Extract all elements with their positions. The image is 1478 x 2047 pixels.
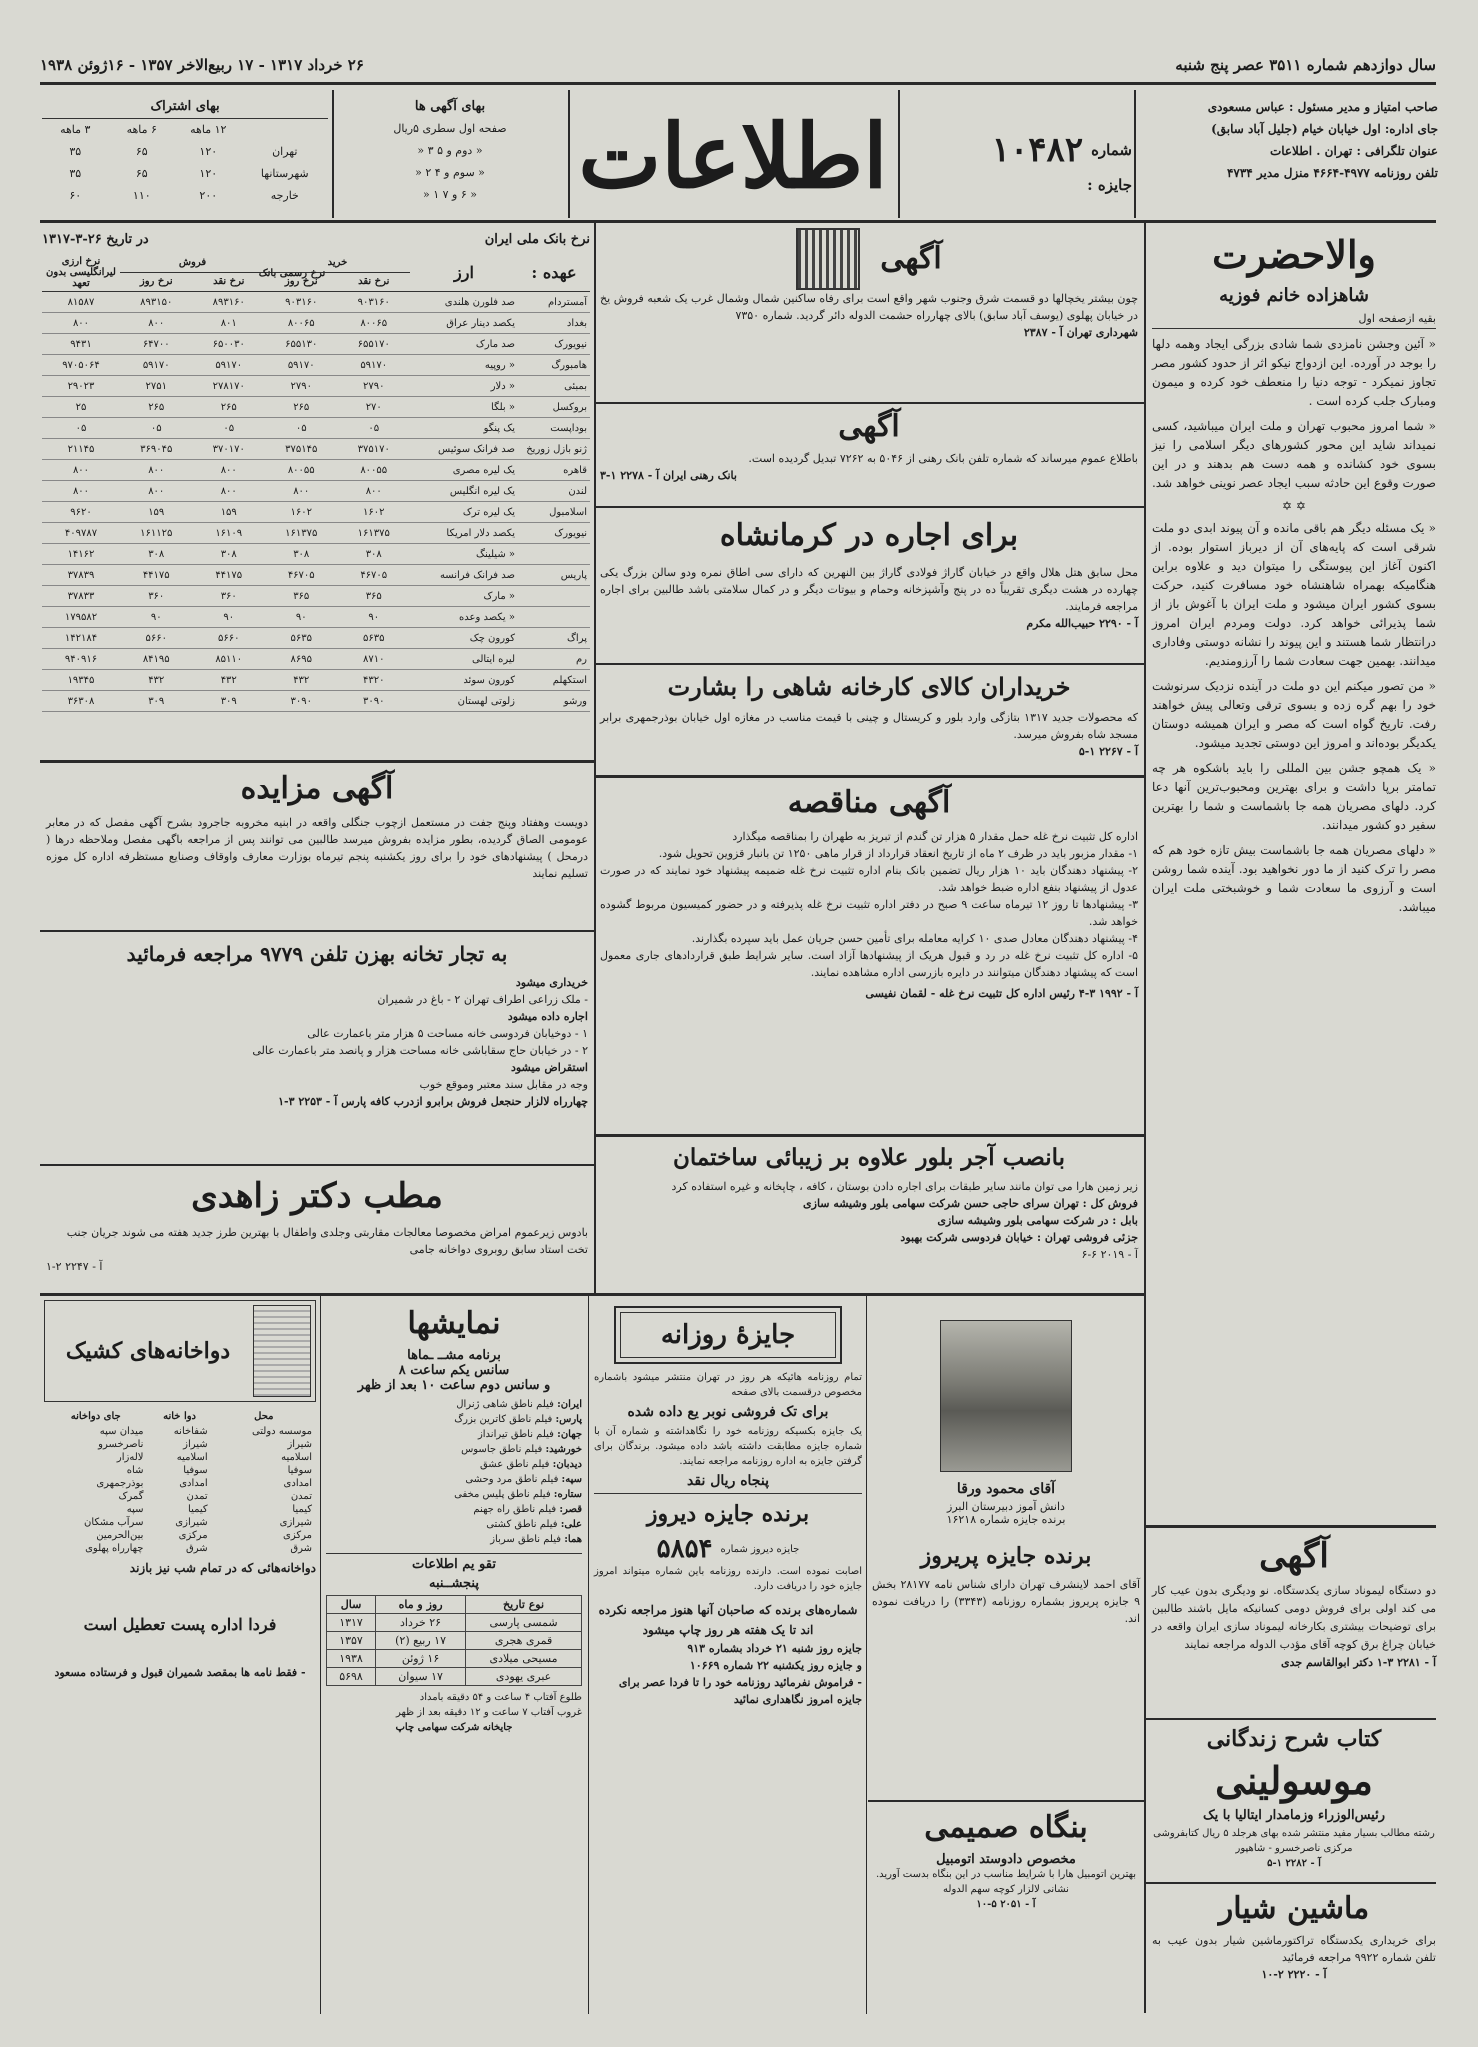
fx-cell: ۵۹۱۷۰: [265, 355, 338, 376]
tender-notice: آگهی مناقصه اداره کل تثبیت نرخ غله حمل مقدار ۵ هزار تن گندم از تبریز به طهران را بمناقصه میگذارد ۱- مقدار مزبور باید در ظرف ۲ ماه از تاریخ انعقاد قرارداد از قرار ماهی ۱۲۵۰ تن بانبار قزوین تحویل شود. ۲- پیشنهاد دهندگان باید ۱۰ هزار ریال تضمین بانک بنام اداره تثبیت نرخ غله ضمیمه پیشنهاد خود نمایند که در صورت عدول از پیشنهاد بنفع اداره ضبط خواهد شد. ۳- پیشنهادها تا روز ۱۲ تیرماه ساعت ۹ صبح در دفتر اداره تثبیت نرخ غله پذیرفته و در حضور کمیسیون مربوط گشوده خواهد شد. ۴- پیشنهاد دهندگان معادل صدی ۱۰ کرایه معامله برای تأمین حسن جریان عمل باید سپرده بگذارند. ۵- اداره کل تثبیت نرخ غله در رد و قبول هریک از پیشنهادها آزاد است. سایر شرایط طبق قراردادهای جاری معمول است که پیشنهاد دهندگان میتوانند در دایره بازرسی اداره مشاهده نمایند. آ - ۱۹۹۲ ۳-۴ رئیس اداره کل تثبیت نرخ غله - لقمان نفیسی: [600, 785, 1138, 1000]
pharmacy-row: تمدن تمدن گمرک: [118, 1491, 312, 1502]
fx-cell: ۴۳۲: [120, 670, 193, 691]
auction-ad: آگهی مزایده دویست وهفتاد وپنج جفت در مستعمل ازچوب جنگلی واقعه در ابنیه مخروبه جاجرود بشرح آگهی مفصل که در معابر عومومی الصاق گردیده، بطور مزایده بفروش میرسد طالبین می توانند پس از مراجعه باگهی مفصل وملاحظه درها ( درمحل ) پیشنهادهای خود را برای روز یکشنبه پنجم تیرماه بوزارت معارف واوقاف وصنایع مستظرفه اداره کل موزه تسلیم نمایند: [46, 771, 588, 880]
pharmacy-row: شرق شرق چهارراه پهلوی: [85, 1543, 312, 1554]
fx-cell: ۹۰۳۱۶۰: [338, 292, 411, 313]
fx-cell: ۸۹۳۱۵۰: [120, 292, 193, 313]
fx-cell: لندن: [518, 481, 590, 502]
fx-row: [42, 544, 590, 565]
fx-cell: ۳۰۸: [338, 544, 411, 565]
lemonade-ad: آگهی دو دستگاه لیموناد سازی یکدستگاه. نو ودیگری بدون عیب کار می کند اولی برای فروش دومی کسانیکه مایل باشند طالبین برای توضیحات بیشتری بکارخانه لیموناد سازی ایران واقعه در خیابان چراغ برق کوچه آقای مؤدب الدوله مراجعه نمایند آ - ۲۲۸۱ ۳-۱ دکتر ابوالقاسم جدی: [1152, 1536, 1436, 1669]
fx-cell: ۹۰۳۱۶۰: [265, 292, 338, 313]
fx-cell: ۸۰۰: [120, 313, 193, 334]
issue-number-block: شماره ۱۰۴۸۲ جایزه :: [991, 130, 1132, 194]
fx-cell: بغداد: [518, 313, 590, 334]
fx-cell: ۲۶۵: [265, 397, 338, 418]
fx-cell: ۳۰۸: [120, 544, 193, 565]
fx-cell: بمبئی: [518, 376, 590, 397]
fx-cell: ۰۵: [42, 418, 120, 439]
pharmacy-section: دواخانه‌های کشیک محل دوا خانه جای دواخانه موسسه دولتی شفاخانه میدان سپه شیراز شیراز ناصرخسرو اسلامیه اسلامیه لاله‌زار سوفیا سوفیا شاه امدادی امدادی بوذرجمهری تمدن تمدن گمرک کیمیا کیمیا سپه شیرازی شیرازی سرآب مشکان مرکزی مرکزی بین‌الحرمین شرق شرق چهارراه پهلوی دواخانه‌هائی که در تمام شب نیز بازند فردا اداره پست تعطیل است - فقط نامه ها بمقصد شمیران قبول و فرستاده مسعود: [44, 1300, 316, 1681]
fx-cell: ۸۰۰۵۵: [265, 460, 338, 481]
fx-cell: ۴۴۱۷۵: [120, 565, 193, 586]
fx-cell: ۳۶۳۰۸: [42, 691, 120, 712]
fx-cell: ۴۰۹۷۸۷: [42, 523, 120, 544]
fx-cell: ۸۷۱۰: [338, 649, 411, 670]
fx-cell: ۲۱۱۴۵: [42, 439, 120, 460]
fx-row: [42, 586, 590, 607]
fx-cell: ۸۰۰: [42, 481, 120, 502]
fx-cell: صد فرانک فرانسه: [410, 565, 518, 586]
show-item: سپه: فیلم ناطق مرد وحشی: [465, 1474, 582, 1485]
fx-cell: ۱۴۱۶۲: [42, 544, 120, 565]
fx-cell: ۳۰۹۰: [265, 691, 338, 712]
fx-cell: ۸۴۱۹۵: [120, 649, 193, 670]
fx-cell: « مارک: [410, 586, 518, 607]
brick-ad: بانصب آجر بلور علاوه بر زیبائی ساختمان زیر زمین هارا می توان مانند سایر طبقات برای اجاره دادن بوستان ، کافه ، چاپخانه و غیره استفاده کرد فروش کل : تهران سرای حاجی حسن شرکت سهامی بلور وشیشه سازی بابل : در شرکت سهامی بلور وشیشه سازی جزئی فروشی تهران : خیابان فردوسی شرکت بهبود آ - ۲۰۱۹ ۶-۶: [671, 1144, 1138, 1261]
winner-photo: [940, 1320, 1072, 1472]
fx-cell: کورون چک: [410, 628, 518, 649]
car-dealer-ad: بنگاه صمیمی مخصوص دادوستد اتومبیل بهترین اتومبیل هارا با شرایط مناسب در این بنگاه بدست آورید. نشانی لالزار کوچه سهم الدوله آ - ۲۰۵۱ ۵-۱۰: [875, 1810, 1137, 1910]
ice-notice: آگهی چون بیشتر یخچالها دو قسمت شرق وجنوب شهر واقع است برای رفاه ساکنین شمال وشمال غرب یک شعبه فروش یخ در خیابان پهلوی (یوسف آباد سابق) بالای چهارراه حشمت الدوله دائر گردید. شماره ۷۳۵۰ شهرداری تهران آ - ۲۳۸۷: [600, 228, 1138, 341]
fx-cell: [518, 586, 590, 607]
fx-cell: « دلار: [410, 376, 518, 397]
fx-cell: ۰۵: [338, 418, 411, 439]
shows-section: نمایشها برنامه مشــ ـماها سانس یکم ساعت ۸ و سانس دوم ساعت ۱۰ بعد از ظهر ایران: فیلم ناطق شاهی ژنرال پارس: فیلم ناطق کاترین بزرگ جهان: فیلم ناطق تیرانداز خورشید: فیلم ناطق جاسوس دیدبان: فیلم ناطق عشق سپه: فیلم ناطق مرد وحشی ستاره: فیلم ناطق پلیس مخفی قصر: فیلم ناطق راه جهنم علی: فیلم ناطق کشتی هما: فیلم ناطق سرباز تقو یم اطلاعات پنجشــنبه نوع تاریخ روز و ماه سال شمسی پارسی ۲۶ خرداد ۱۳۱۷ قمری هجری ۱۷ ربیع (۲) ۱۳۵۷ مسیحی میلادی ۱۶ ژوئن ۱۹۳۸ عبری یهودی ۱۷ سیوان ۵۶۹۸ طلوع آفتاب ۴ ساعت و ۵۴ دقیقه بامداد غروب آفتاب ۷ ساعت و ۱۲ دقیقه بعد از ظهر جایخانه شرکت سهامی چاپ: [326, 1300, 582, 1735]
princess-article: والاحضرت شاهزاده خانم فوزیه بقیه ازصفحه اول « آئین وجشن نامزدی شما شادی بزرگی ایجاد وهمه دلها را بوجد در آورده. این ازدواج نیکو اثر از حدود کشور مصر تجاوز نمیکرد - توجه دنیا را منعطف خود کرده و میمون ومبارک جلب کرده است . « شما امروز محبوب تهران و ملت ایران میباشید، کسی نمیداند شاید این محور کشورهای دیگر اسلامی را نیز بسوی خود کشانده و همه دست هم بدهند و در این صورت وقوع این حادثه سبب ایجاد عصر نوینی خواهد شد. ✡ ✡ « یک مسئله دیگر هم باقی مانده و آن پیوند ابدی دو ملت شرقی است که پایه‌های آن از دیرباز استوار بوده. از اکنون آغاز این پیوستگی را میتوان دید و علاوه براین هنگامیکه بهمراه شاهنشاه خود مسافرت کنید، حرکت بسوی کشور ایران میشود و ملت ایران با آغوش باز از شما پذیرائی خواهد کرد. دولت ومردم ایران امروز درانتظار شما هستند و این پیوند را نشانه دوستی وفاداری میدانند. بهمین جهت سعادت شما را آرزومندیم. « من تصور میکنم این دو ملت در آینده نزدیک سرنوشت خود را بهم گره زده و بسوی ترقی وتعالی پیش خواهند رفت. تاریخ گواه است که مصر و ایران همیشه دوستان یکدیگر بوده‌اند و امروز این دوستی تجدید میشود. « یک همچو جشن بین المللی را باید باشکوه هر چه تمامتر برپا داشت و برای بهترین ومحبوب‌ترین آنها دعا کرد. دلهای مصریان همه جا باشماست و شما را بهترین سفیر دو کشور میدانند. « دلهای مصریان همه جا باشماست بیش تازه خود هم که مصر را ترک کنید از ما دور نخواهید بود. آینده شما روشن است و آرزوی ما سعادت شما و خوشبختی ملت ایران میباشد.: [1152, 228, 1436, 923]
fx-cell: ۱۶۱۳۷۵: [338, 523, 411, 544]
fx-cell: ۴۳۲: [193, 670, 266, 691]
fx-cell: ۲۷۹۰: [265, 376, 338, 397]
trading-house-ad: به تجار تخانه بهزن تلفن ۹۷۷۹ مراجعه فرمائید خریداری میشود - ملک زراعی اطراف تهران ۲ - باغ در شمیران اجاره داده میشود ۱ - دوخیابان فردوسی خانه مساحت ۵ هزار متر باعمارت عالی ۲ - در خیابان حاج سقاباشی خانه مساحت هزار و پانصد متر باعمارت عالی استقراض میشود وجه در مقابل سند معتبر وموقع خوب چهارراه لالزار حنجعل فروش برابرو ازدرب کافه پارس آ - ۲۲۵۳ ۳-۱: [126, 942, 588, 1108]
fx-cell: ۳۷۸۳۹: [42, 565, 120, 586]
fx-cell: ۸۰۰: [42, 460, 120, 481]
fx-cell: ۶۵۵۱۷۰: [338, 334, 411, 355]
fx-cell: ۱۶۰۲: [265, 502, 338, 523]
fx-cell: ۱۶۱۱۲۵: [120, 523, 193, 544]
fx-cell: ۸۰۰: [120, 460, 193, 481]
fx-row: [42, 502, 590, 523]
fx-cell: ۹۰: [120, 607, 193, 628]
pharmacist-illustration-icon: [253, 1305, 311, 1397]
fx-cell: ۳۶۰: [193, 586, 266, 607]
fx-cell: هامبورگ: [518, 355, 590, 376]
show-item: علی: فیلم ناطق کشتی: [486, 1519, 582, 1530]
fx-cell: ۲۷۸۱۷۰: [193, 376, 266, 397]
fx-cell: ۳۰۸: [265, 544, 338, 565]
calendar-row: شمسی پارسی ۲۶ خرداد ۱۳۱۷: [327, 1614, 582, 1632]
fx-cell: یک لیره ترک: [410, 502, 518, 523]
fx-cell: ۳۷۵۱۴۵: [265, 439, 338, 460]
fx-cell: ۴۶۷۰۵: [265, 565, 338, 586]
fx-cell: ۲۷۵۱: [120, 376, 193, 397]
pharmacy-row: شیراز شیراز ناصرخسرو: [98, 1439, 312, 1450]
show-item: جهان: فیلم ناطق تیرانداز: [477, 1429, 582, 1440]
fx-row: [42, 481, 590, 502]
fx-cell: ۳۶۰: [120, 586, 193, 607]
fx-row: [42, 292, 590, 313]
fx-cell: ۹۴۳۱: [42, 334, 120, 355]
fx-cell: ۶۵۵۱۳۰: [265, 334, 338, 355]
show-item: پارس: فیلم ناطق کاترین بزرگ: [454, 1414, 582, 1425]
pharmacy-row: مرکزی مرکزی بین‌الحرمین: [96, 1530, 312, 1541]
calendar-row: مسیحی میلادی ۱۶ ژوئن ۱۹۳۸: [327, 1650, 582, 1668]
fx-cell: ۲۵: [42, 397, 120, 418]
issue-number: ۱۰۴۸۲: [991, 130, 1084, 170]
fx-cell: ۸۱۵۸۷: [42, 292, 120, 313]
show-item: ستاره: فیلم ناطق پلیس مخفی: [454, 1489, 582, 1500]
fx-row: [42, 334, 590, 355]
fx-row: [42, 628, 590, 649]
fx-cell: آمستردام: [518, 292, 590, 313]
fx-cell: ۱۵۹: [120, 502, 193, 523]
date-line: ۲۶ خرداد ۱۳۱۷ - ۱۷ ربیع‌الاخر ۱۳۵۷ - ۱۶ژوئن ۱۹۳۸: [40, 56, 364, 74]
fx-cell: ۲۹۰۲۳: [42, 376, 120, 397]
fx-cell: صد مارک: [410, 334, 518, 355]
fx-row: [42, 376, 590, 397]
fx-cell: پاریس: [518, 565, 590, 586]
fx-cell: « روپیه: [410, 355, 518, 376]
fx-cell: ۸۰۱: [193, 313, 266, 334]
fx-cell: ۹۷۰۵۰۶۴: [42, 355, 120, 376]
fx-row: [42, 691, 590, 712]
fx-row: [42, 460, 590, 481]
fx-row: [42, 565, 590, 586]
fx-cell: نیویورک: [518, 334, 590, 355]
fx-cell: [518, 544, 590, 565]
fx-cell: ۵۹۱۷۰: [120, 355, 193, 376]
fx-cell: بروکسل: [518, 397, 590, 418]
fx-row: [42, 649, 590, 670]
subscription-rates: بهای اشتراک ۱۲ ماهه ۶ ماهه ۳ ماهه تهران ۱۲۰ ۶۵ ۳۵ شهرستانها ۱۲۰ ۶۵ ۳۵ خارجه ۲۰۰ ۱۱۰ ۶۰: [42, 96, 328, 207]
fx-cell: ۲۷۰: [338, 397, 411, 418]
show-item: دیدبان: فیلم ناطق عشق: [479, 1459, 582, 1470]
fx-cell: ۸۰۰: [338, 481, 411, 502]
fx-cell: ۹۰: [265, 607, 338, 628]
fx-cell: ۵۶۶۰: [193, 628, 266, 649]
fx-cell: یکصد دلار امریکا: [410, 523, 518, 544]
show-item: قصر: فیلم ناطق راه جهنم: [473, 1504, 582, 1515]
pharmacy-row: سوفیا سوفیا شاه: [126, 1465, 312, 1476]
fx-cell: یک لیره مصری: [410, 460, 518, 481]
fx-cell: قاهره: [518, 460, 590, 481]
show-item: ایران: فیلم ناطق شاهی ژنرال: [456, 1399, 582, 1410]
fx-cell: ۱۶۰۲: [338, 502, 411, 523]
fx-cell: ۸۰۰۵۵: [338, 460, 411, 481]
fx-cell: رم: [518, 649, 590, 670]
doctor-ad: مطب دکتر زاهدی بادوس زیرعموم امراض مخصوصا معالجات مقاربتی وجلدی واطفال با بهترین طرز جدید هفته می شوند جریان جنب تخت استاد سابق روبروی دواخانه جامی آ - ۲۲۴۷ ۲-۱: [46, 1176, 588, 1273]
fx-cell: ۰۵: [193, 418, 266, 439]
fx-cell: ۴۳۲۰: [338, 670, 411, 691]
fx-cell: پراگ: [518, 628, 590, 649]
pharmacy-row: موسسه دولتی شفاخانه میدان سپه: [99, 1426, 312, 1437]
fx-cell: ۳۷۵۱۷۰: [338, 439, 411, 460]
fx-cell: « بلگا: [410, 397, 518, 418]
fx-cell: [518, 607, 590, 628]
fx-cell: ۳۰۸: [193, 544, 266, 565]
fx-cell: ۳۷۸۳۳: [42, 586, 120, 607]
fx-cell: ۱۹۳۴۵: [42, 670, 120, 691]
fx-cell: ۴۳۲: [265, 670, 338, 691]
fx-cell: ۸۰۰: [193, 460, 266, 481]
fx-cell: اسلامبول: [518, 502, 590, 523]
fx-rates: نرخ بانک ملی ایران در تاریخ ۲۶-۳-۱۳۱۷ عهده : ارز خرید فروش نرخ ارزی لیرانگلیسی بدون تعهد نرخ نقد نرخ روز نرخ نقد نرخ روز آمستردام صد فلورن هلندی ۹۰۳۱۶۰ ۹۰۳۱۶۰ ۸۹۳۱۶۰ ۸۹۳۱۵۰ ۸۱۵۸۷ بغداد یکصد دینار عراق ۸۰۰۶۵ ۸۰۰۶۵ ۸۰۱ ۸۰۰ ۸۰۰ نیویورک صد مارک ۶۵۵۱۷۰ ۶۵۵۱۳۰ ۶۵۰۰۳۰ ۶۴۷۰۰ ۹۴۳۱ هامبورگ « روپیه ۵۹۱۷۰ ۵۹۱۷۰ ۵۹۱۷۰ ۵۹۱۷۰ ۹۷۰۵۰۶۴ بمبئی « دلار ۲۷۹۰ ۲۷۹۰ ۲۷۸۱۷۰ ۲۷۵۱ ۲۹۰۲۳ بروکسل « بلگا ۲۷۰ ۲۶۵ ۲۶۵ ۲۶۵ ۲۵ بوداپست یک پنگو ۰۵ ۰۵ ۰۵ ۰۵ ۰۵ ژنو بازل زوریخ صد فرانک سوئیس ۳۷۵۱۷۰ ۳۷۵۱۴۵ ۳۷۰۱۷۰ ۳۶۹۰۴۵ ۲۱۱۴۵ قاهره یک لیره مصری ۸۰۰۵۵ ۸۰۰۵۵ ۸۰۰ ۸۰۰ ۸۰۰ لندن یک لیره انگلیس ۸۰۰ ۸۰۰ ۸۰۰ ۸۰۰ ۸۰۰ اسلامبول یک لیره ترک ۱۶۰۲ ۱۶۰۲ ۱۵۹ ۱۵۹ ۹۶۲۰ نیویورک یکصد دلار امریکا ۱۶۱۳۷۵ ۱۶۱۳۷۵ ۱۶۱۰۹ ۱۶۱۱۲۵ ۴۰۹۷۸۷ « شیلینگ ۳۰۸ ۳۰۸ ۳۰۸ ۳۰۸ ۱۴۱۶۲ پاریس صد فرانک فرانسه ۴۶۷۰۵ ۴۶۷۰۵ ۴۴۱۷۵ ۴۴۱۷۵ ۳۷۸۳۹ « مارک ۳۶۵ ۳۶۵ ۳۶۰ ۳۶۰ ۳۷۸۳۳ « یکصد وعده ۹۰ ۹۰ ۹۰ ۹۰ ۱۷۹۵۸۲ پراگ کورون چک ۵۶۳۵ ۵۶۳۵ ۵۶۶۰ ۵۶۶۰ ۱۴۲۱۸۴ رم لیره ایتالی ۸۷۱۰ ۸۶۹۵ ۸۵۱۱۰ ۸۴۱۹۵ ۹۴۰۹۱۶ استکهلم کورون سوئد ۴۳۲۰ ۴۳۲ ۴۳۲ ۴۳۲ ۱۹۳۴۵ ورشو زلوتی لهستان ۳۰۹۰ ۳۰۹۰ ۳۰۹ ۳۰۹ ۳۶۳۰۸ نرخ رسمی بانک: [42, 228, 590, 712]
daily-prize: جایزهٔ روزانه تمام روزنامه هائیکه هر روز در تهران منتشر میشود باشماره مخصوص درقسمت بالای صفحه برای تک فروشی نوبر یع داده شده یک جایزه بکسیکه روزنامه خود را نگاهداشته و شماره آن با شماره جایزه مطابقت داشته باشد داده میشود. برندگان برای گرفتن جایزه به اداره روزنامه مراجعه نمایند. پنجاه ریال نقد برنده جایزه دیروز جایزه دیروز شماره ۵۸۵۴ اصابت نموده است. دارنده روزنامه باین شماره میتواند امروز جایزه خود را دریافت دارد. شماره‌های برنده که صاحبان آنها هنوز مراجعه نکرده اند تا یک هفته هر روز چاپ میشود جایزه روز شنبه ۲۱ خرداد بشماره ۹۱۳ و جایزه روز یکشنبه ۲۲ شماره ۱۰۶۶۹ - فراموش نفرمائید روزنامه خود را تا فردا عصر برای جایزه امروز نگاهداری نمائید: [594, 1300, 862, 1708]
fx-cell: ۹۶۲۰: [42, 502, 120, 523]
fx-cell: یک پنگو: [410, 418, 518, 439]
fx-cell: صد فرانک سوئیس: [410, 439, 518, 460]
ad-rates: بهای آگهی ها صفحه اول سطری ۵ریال « دوم و ۵ ۳ « « سوم و ۴ ۲ « « ۶ و ۷ ۱ «: [393, 99, 507, 201]
fx-cell: ۸۰۰: [120, 481, 193, 502]
fx-cell: ۵۹۱۷۰: [193, 355, 266, 376]
calendar-row: قمری هجری ۱۷ ربیع (۲) ۱۳۵۷: [327, 1632, 582, 1650]
fx-cell: ۸۶۹۵: [265, 649, 338, 670]
fx-cell: ۵۶۳۵: [338, 628, 411, 649]
fx-cell: ۲۶۵: [193, 397, 266, 418]
fx-cell: « یکصد وعده: [410, 607, 518, 628]
fx-cell: یک لیره انگلیس: [410, 481, 518, 502]
mussolini-ad: کتاب شرح زندگانی موسولینی رئیس‌الوزراء وزمامدار ایتالیا با یک رشته مطالب بسیار مفید منتشر شده بهای هرجلد ۵ ریال کتابفروشی مرکزی ناصرخسرو - شاهپور آ - ۲۲۸۲ ۱-۵: [1153, 1726, 1435, 1869]
fx-cell: ۵۹۱۷۰: [338, 355, 411, 376]
fx-cell: ۸۰۰: [193, 481, 266, 502]
fx-cell: ۱۶۱۰۹: [193, 523, 266, 544]
fx-cell: کورون سوئد: [410, 670, 518, 691]
fx-cell: ۰۵: [120, 418, 193, 439]
fx-cell: زلوتی لهستان: [410, 691, 518, 712]
article-title: والاحضرت: [1212, 232, 1376, 277]
municipality-emblem-icon: [796, 228, 860, 290]
fx-cell: ۶۴۷۰۰: [120, 334, 193, 355]
fx-cell: ۱۵۹: [193, 502, 266, 523]
fx-cell: بوداپست: [518, 418, 590, 439]
fx-cell: ۱۷۹۵۸۲: [42, 607, 120, 628]
fx-cell: ۵۶۶۰: [120, 628, 193, 649]
fx-cell: ۳۰۹۰: [338, 691, 411, 712]
winner-section: آقای محمود ورقا دانش آموز دبیرستان البرز برنده جایزه شماره ۱۶۲۱۸ برنده جایزه پریروز آقای احمد لاینشرف تهران دارای شناس نامه ۲۸۱۷۷ بخش ۹ جایزه پریروز بشماره روزنامه (۳۳۴۳) را دریافت نموده اند.: [872, 1300, 1140, 1627]
fx-cell: ۸۵۱۱۰: [193, 649, 266, 670]
fx-cell: ۳۶۵: [265, 586, 338, 607]
fx-cell: ۹۰: [338, 607, 411, 628]
calendar-row: عبری یهودی ۱۷ سیوان ۵۶۹۸: [327, 1668, 582, 1686]
fx-cell: ۰۵: [265, 418, 338, 439]
glassware-ad: خریداران کالای کارخانه شاهی را بشارت که محصولات جدید ۱۳۱۷ بتازگی وارد بلور و کریستال و چینی با قیمت مناسب در مغازه اول خیابان بوذرجمهری برابر مسجد شاه بفروش میرسد. آ - ۲۲۶۷ ۱-۵: [600, 672, 1138, 758]
fx-row: [42, 313, 590, 334]
fx-cell: نیویورک: [518, 523, 590, 544]
show-item: خورشید: فیلم ناطق جاسوس: [461, 1444, 582, 1455]
fx-cell: استکهلم: [518, 670, 590, 691]
fx-cell: ۹۰: [193, 607, 266, 628]
fx-row: [42, 607, 590, 628]
fx-row: [42, 439, 590, 460]
fx-cell: ۳۷۰۱۷۰: [193, 439, 266, 460]
fx-cell: ۳۰۹: [120, 691, 193, 712]
show-item: هما: فیلم ناطق سرباز: [490, 1534, 582, 1545]
fx-cell: ۸۰۰: [265, 481, 338, 502]
fx-cell: ورشو: [518, 691, 590, 712]
pharmacy-row: کیمیا کیمیا سپه: [126, 1504, 312, 1515]
fx-cell: ۸۹۳۱۶۰: [193, 292, 266, 313]
bank-notice: آگهی باطلاع عموم میرساند که شماره تلفن بانک رهنی از ۵۰۴۶ به ۷۲۶۲ تبدیل گردیده است. بانک رهنی ایران آ - ۲۲۷۸ ۱-۳: [600, 409, 1138, 482]
fx-cell: ژنو بازل زوریخ: [518, 439, 590, 460]
fx-cell: ۳۶۹۰۴۵: [120, 439, 193, 460]
fx-row: [42, 523, 590, 544]
pharmacy-row: شیرازی شیرازی سرآب مشکان: [84, 1517, 312, 1528]
fx-cell: ۴۴۱۷۵: [193, 565, 266, 586]
tractor-ad: ماشین شیار برای خریداری یکدستگاه تراکتورماشین شیار بدون عیب به تلفن شماره ۹۹۲۲ مراجعه فرمائید آ - ۲۲۲۰ ۲-۱۰: [1152, 1891, 1436, 1981]
fx-cell: ۳۶۵: [338, 586, 411, 607]
fx-cell: ۸۰۰: [42, 313, 120, 334]
publisher-info: صاحب امتیاز و مدیر مسئول : عباس مسعودی جای اداره: اول خیابان خیام (جلیل آباد سابق) عنوان تلگرافی : تهران . اطلاعات تلفن روزنامه ۴۹۷۷-۴۶۶۴ منزل مدیر ۴۷۳۴: [1207, 100, 1438, 180]
fx-cell: ۳۰۹: [193, 691, 266, 712]
issue-line: سال دوازدهم شماره ۳۵۱۱ عصر پنج شنبه: [1175, 56, 1436, 74]
fx-cell: ۹۴۰۹۱۶: [42, 649, 120, 670]
fx-row: [42, 670, 590, 691]
fx-row: [42, 418, 590, 439]
newspaper-logo: اطلاعات: [578, 104, 888, 208]
pharmacy-row: امدادی امدادی بوذرجمهری: [96, 1478, 312, 1489]
fx-cell: لیره ایتالی: [410, 649, 518, 670]
fx-row: [42, 397, 590, 418]
pharmacy-row: اسلامیه اسلامیه لاله‌زار: [116, 1452, 312, 1463]
fx-cell: ۲۷۹۰: [338, 376, 411, 397]
kermanshah-ad: برای اجاره در کرمانشاه محل سابق هتل هلال واقع در خیابان گاراژ فولادی گاراژ بین النهرین که دارای سی اطاق نمره ودو سالن بزرگ یکی چهارده در هشت دیگری تقریباً ده در پنج وآشپزخانه وحمام و بیوتات دیگر و در کمال سلامتی باشد طالبین برای اجاره مراجعه فرمایند. آ - ۲۲۹۰ حبیب‌الله مکرم: [600, 518, 1138, 630]
fx-cell: ۵۶۳۵: [265, 628, 338, 649]
fx-cell: ۴۶۷۰۵: [338, 565, 411, 586]
fx-cell: صد فلورن هلندی: [410, 292, 518, 313]
fx-cell: ۱۴۲۱۸۴: [42, 628, 120, 649]
fx-cell: ۲۶۵: [120, 397, 193, 418]
fx-cell: ۸۰۰۶۵: [338, 313, 411, 334]
fx-row: [42, 355, 590, 376]
fx-cell: « شیلینگ: [410, 544, 518, 565]
fx-cell: ۶۵۰۰۳۰: [193, 334, 266, 355]
fx-cell: یکصد دینار عراق: [410, 313, 518, 334]
fx-cell: ۸۰۰۶۵: [265, 313, 338, 334]
fx-cell: ۱۶۱۳۷۵: [265, 523, 338, 544]
